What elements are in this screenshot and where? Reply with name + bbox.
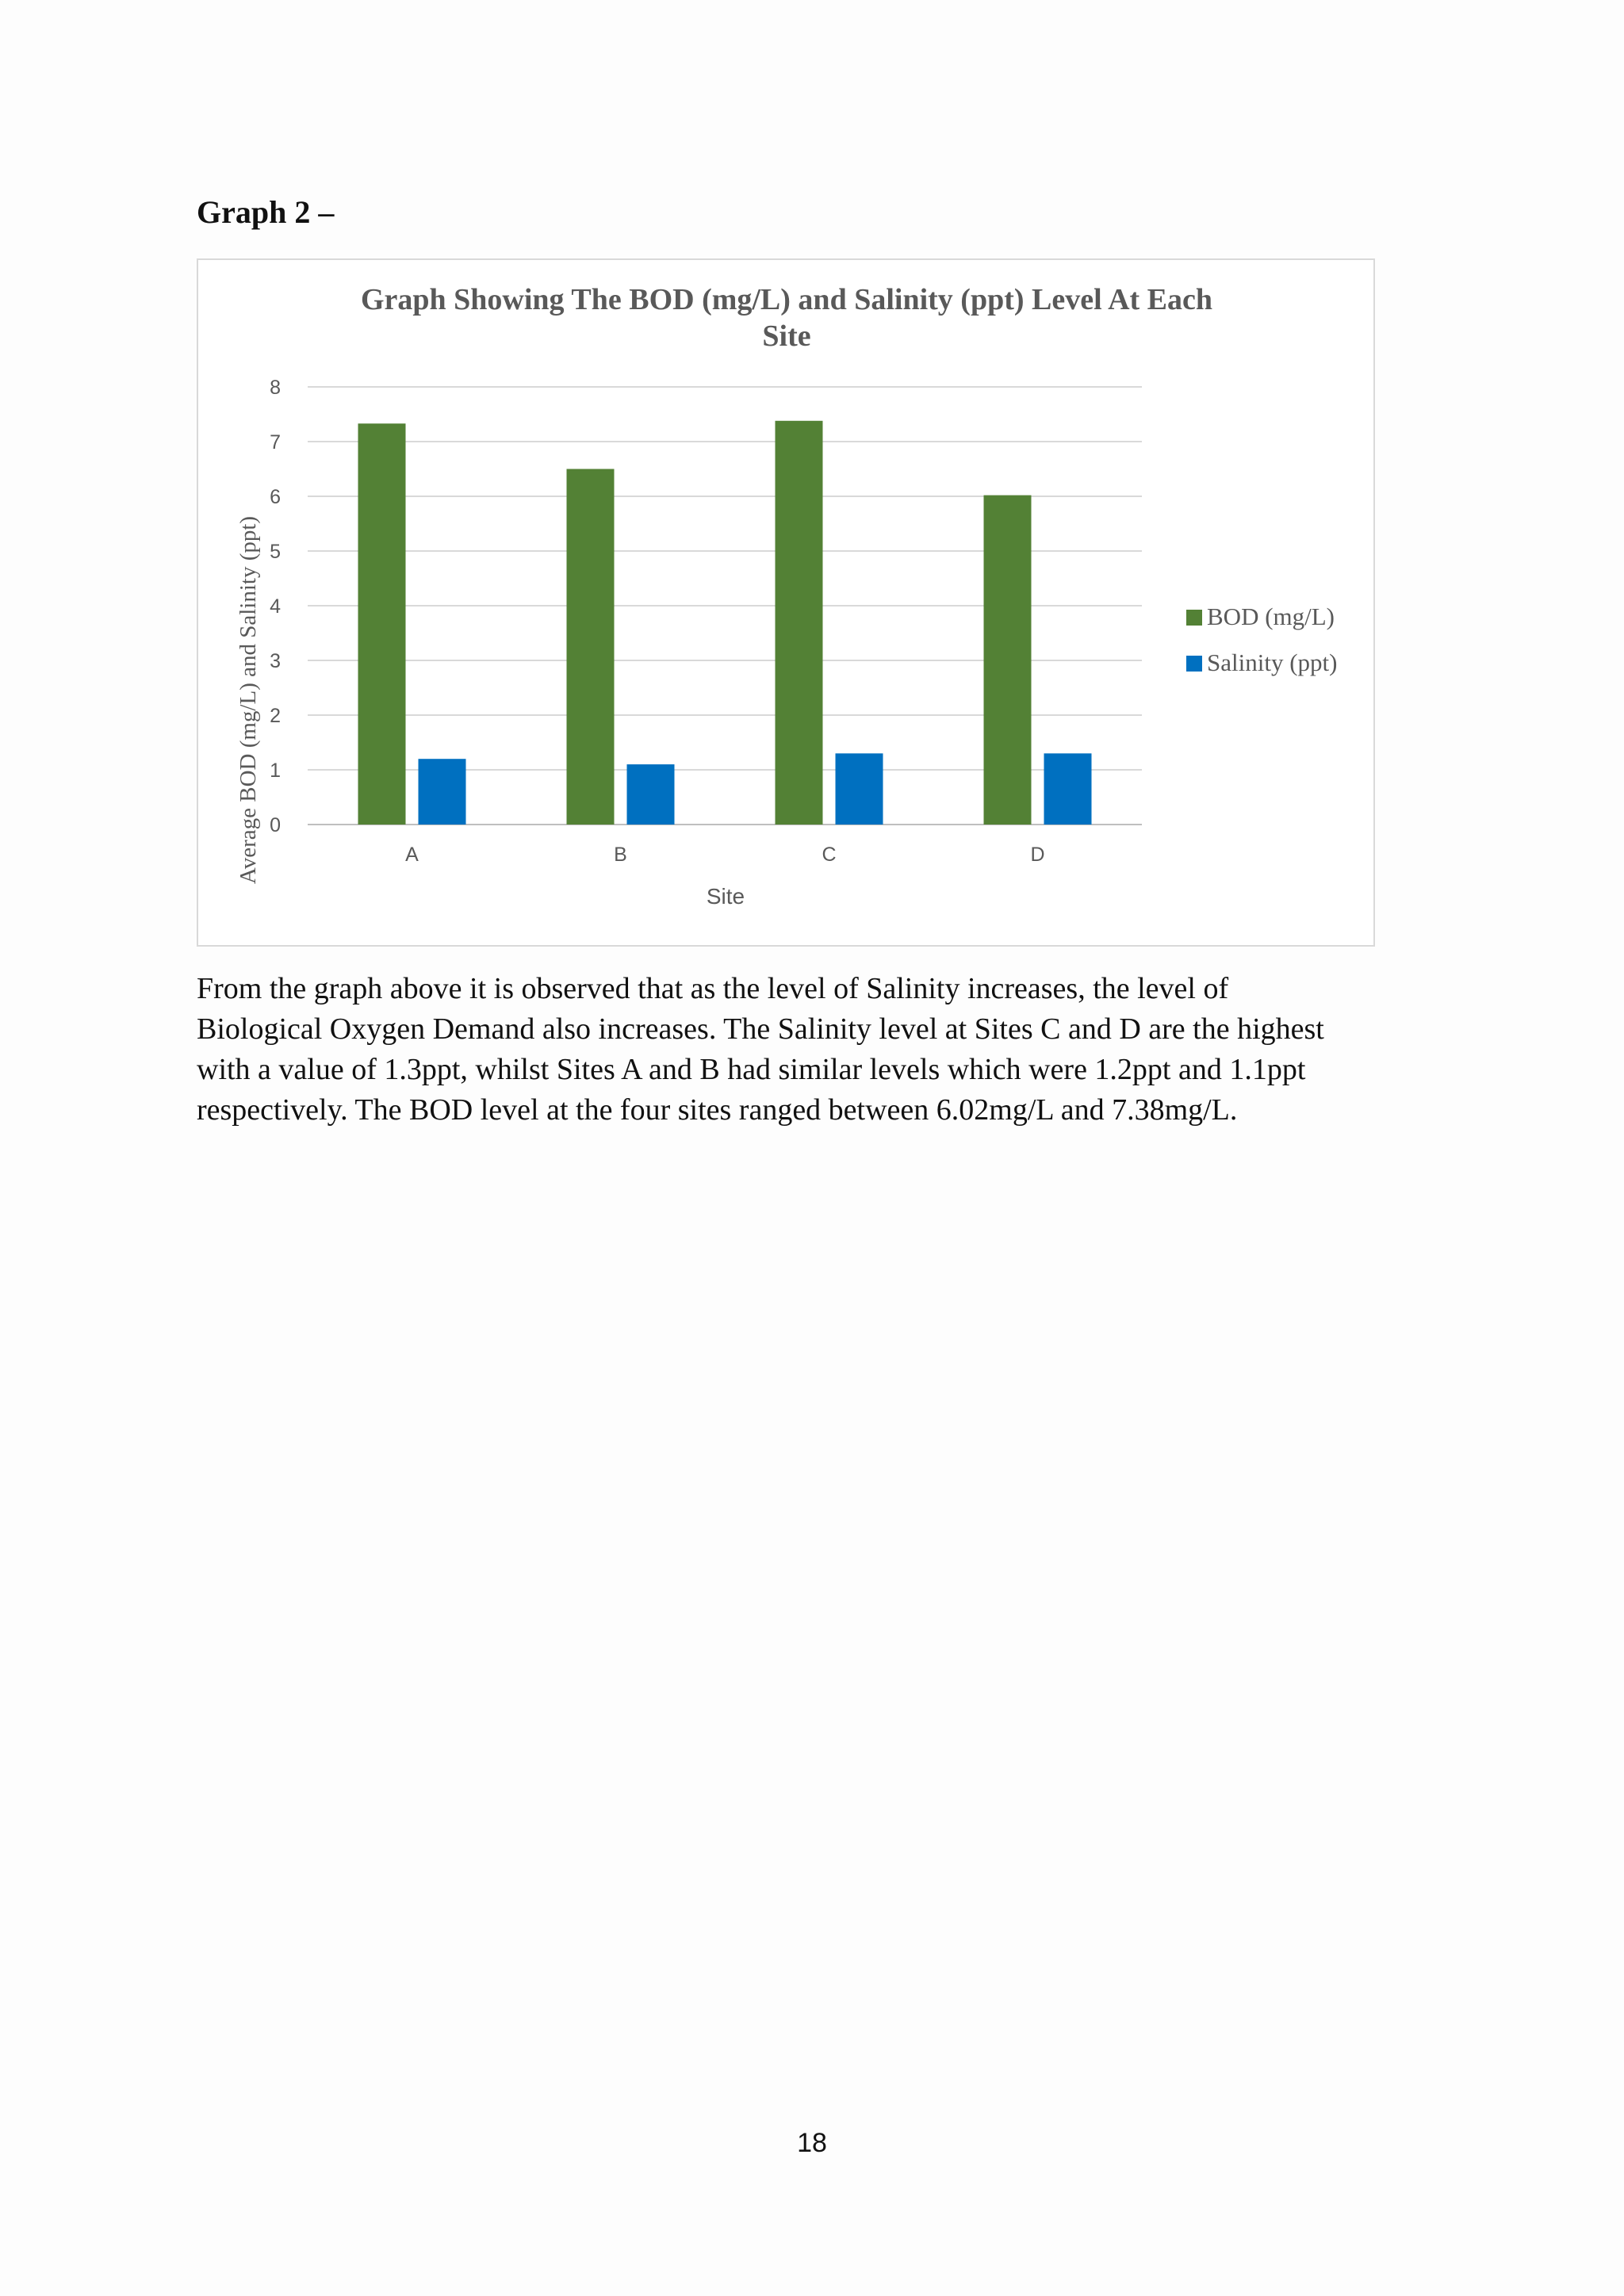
bar-bod bbox=[567, 469, 615, 825]
bar-bod bbox=[776, 421, 823, 825]
legend-swatch bbox=[1186, 656, 1202, 672]
y-tick-label: 0 bbox=[270, 814, 281, 836]
x-tick-label: A bbox=[405, 844, 419, 866]
bar-salinity bbox=[627, 764, 675, 825]
y-tick-label: 1 bbox=[270, 760, 281, 782]
x-tick-labels bbox=[405, 844, 1044, 866]
x-tick-label: C bbox=[822, 844, 837, 866]
y-axis-label: Average BOD (mg/L) and Salinity (ppt) bbox=[236, 515, 261, 885]
bar-bod bbox=[984, 496, 1032, 825]
y-tick-label: 8 bbox=[270, 377, 281, 399]
legend-label: Salinity (ppt) bbox=[1207, 649, 1338, 676]
y-tick-label: 2 bbox=[270, 705, 281, 727]
chart-title-line-2: Site bbox=[762, 320, 811, 353]
paragraph-line: From the graph above it is observed that as the level of Salinity increases, the level of bbox=[197, 972, 1229, 1005]
paragraph-line: with a value of 1.3ppt, whilst Sites A and B had similar levels which were 1.2ppt and 1.1ppt bbox=[197, 1053, 1306, 1086]
x-tick-label: D bbox=[1030, 844, 1045, 866]
bar-salinity bbox=[419, 759, 466, 825]
legend-swatch bbox=[1186, 610, 1202, 626]
body-paragraph bbox=[197, 969, 1442, 1131]
bar-chart bbox=[197, 258, 1375, 947]
y-tick-label: 4 bbox=[270, 595, 281, 618]
y-tick-label: 3 bbox=[270, 650, 281, 672]
y-tick-label: 5 bbox=[270, 541, 281, 563]
paragraph-line: Biological Oxygen Demand also increases. The Salinity level at Sites C and D are the highest bbox=[197, 1012, 1324, 1046]
bar-salinity bbox=[1044, 753, 1092, 825]
y-tick-label: 7 bbox=[270, 431, 281, 453]
paragraph-line: respectively. The BOD level at the four sites ranged between 6.02mg/L and 7.38mg/L. bbox=[197, 1093, 1238, 1127]
x-tick-label: B bbox=[614, 844, 627, 866]
bars bbox=[358, 421, 1092, 825]
y-tick-labels bbox=[270, 377, 281, 836]
bar-salinity bbox=[836, 753, 883, 825]
page-number: 18 bbox=[797, 2128, 827, 2158]
chart-svg bbox=[198, 260, 1373, 945]
chart-title-line-1: Graph Showing The BOD (mg/L) and Salinity (ppt) Level At Each bbox=[360, 283, 1213, 316]
section-heading: Graph 2 – bbox=[197, 194, 335, 230]
x-axis-label: Site bbox=[706, 884, 745, 909]
bar-bod bbox=[358, 423, 406, 825]
legend-label: BOD (mg/L) bbox=[1207, 603, 1335, 630]
legend bbox=[1186, 603, 1337, 676]
y-tick-label: 6 bbox=[270, 486, 281, 508]
